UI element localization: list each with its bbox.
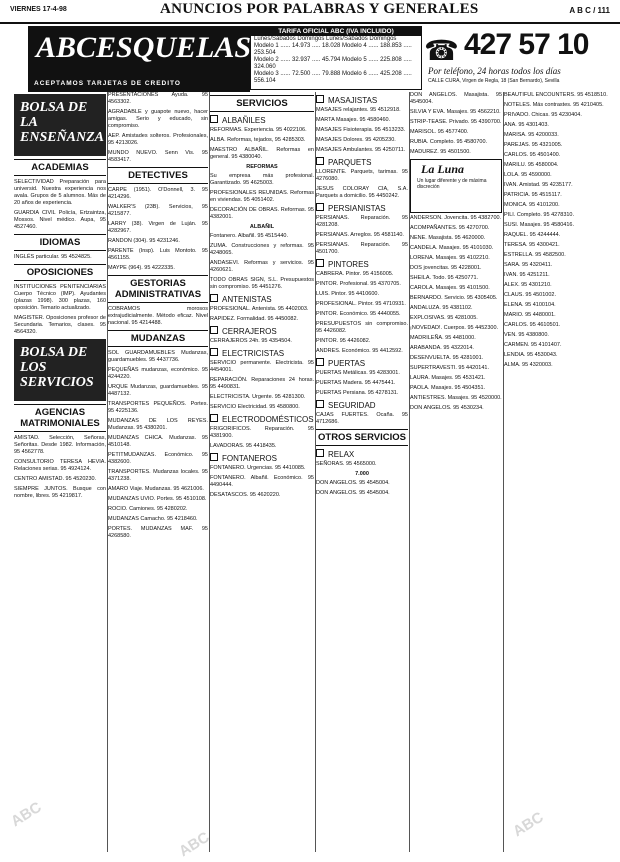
classified-ad: MARILU. 95 4580004. [504,162,559,168]
section-gestorias: GESTORIAS ADMINISTRATIVAS [108,275,208,303]
abc-esquelas-banner [28,26,250,92]
classified-ad: IVAN. Amistad. 95 4235177. [504,182,573,188]
section-oposiciones: OPOSICIONES [14,264,106,281]
classified-ad: TRANSPORTES PEQUEÑOS. Portes. 95 4225136. [108,401,208,414]
classified-ad: SOL GUARDAMUEBLES Mudanzas, guardamuebles. 95 4437736. [108,350,208,363]
header-date: VIERNES 17-4-98 [10,6,67,13]
classified-ad: PERSIANAS. Reparación. 95 4281208. [316,215,408,228]
classified-ad: INGLÉS particular. 95 4524825. [14,254,92,260]
classified-ad: DESENVUELTA. 95 4281001. [410,355,484,361]
classified-ad: DECORACIÓN DE OBRAS. Reformas. 95 4382001. [210,207,314,220]
classified-ad: MADRILEÑA. 95 4481000. [410,335,476,341]
subsection-cerrajeros: CERRAJEROS [210,326,314,336]
brand: ABCESQUELAS [36,31,252,64]
classified-ad: RUBIA. Completo. 95 4580700. [410,139,488,145]
classified-ad: TERESA. 95 4300421. [504,242,560,248]
classified-ad: CARPE (1951). O'Donnell, 3. 95 4214296. [108,187,208,200]
classified-ad: PROFESIONAL. Antenista. 95 4402003. [210,306,309,312]
section-detectives: DETECTIVES [108,167,208,184]
classified-ad: PUERTAS Metálicas. 95 4283001. [316,370,400,376]
classified-ad: AMISTAD. Selección, Señoras, Señoritas. Desde 1982. Información, 95 4562778. [14,435,106,455]
subsection-fontaneros: FONTANEROS [210,453,314,463]
classified-ad: RAQUEL. 95 4244444. [504,232,561,238]
classified-ad: CABRERA. Pintor. 95 4156005. [316,271,394,277]
subsection-electrodomesticos: ELECTRODOMÉSTICOS [210,414,314,424]
classified-ad: ALEX. 95 4301210. [504,282,552,288]
classified-ad: MUDANZAS DE LOS REYES. Mudanzas. 95 4380201. [108,418,208,431]
classified-ad: AGRADABLE y guapote nuevo, hacer amigas. Serio y educado, sin compromiso. [108,109,208,129]
la-luna-name: La Luna [421,162,465,176]
tariff-head: Lunes/Sábados Domingos Lunes/Sábados Domingos [254,36,397,42]
classified-ad: Fontanero. Albañil. 95 4515440. [210,233,288,239]
phone-banner [424,26,610,88]
classified-ad: PUERTAS Madera. 95 4475441. [316,380,396,386]
classified-ad: MASAJES relajantes. 95 4512918. [316,107,401,113]
classified-ad: CONSULTORIO TERESA HEVIA. Relaciones serias. 95 4924124. [14,459,106,472]
address: CALLE CURA, Virgen de Regla, 18 (San Bernardo), Sevilla [428,78,560,84]
classified-ad: ¡NOVEDAD!. Cuerpos. 95 4452300. [410,325,499,331]
classified-ad: SUSI. Masajes. 95 4580416. [504,222,575,228]
classified-ad: PAREJAS. 95 4321005. [504,142,563,148]
section-servicios: SERVICIOS [210,95,314,112]
classified-ad: CANDELA. Masajes. 95 4101030. [410,245,494,251]
classified-ad: LUIS. Pintor. 95 4410600. [316,291,379,297]
classified-ad: DON ANGELOS. 95 4545004. [316,490,390,496]
column-4 [316,92,408,852]
classified-ad: PRIVADO. Chicas. 95 4230404. [504,112,582,118]
classified-ad: LAVADORAS. 95 4418435. [210,443,277,449]
tariff-table [250,26,422,90]
classified-ad: SHEILA. Todo. 95 4250771. [410,275,479,281]
phone-subtitle: Por teléfono, 24 horas todos los días [428,66,561,76]
classified-ad: COBRAMOS morosos extrajudicialmente. Método eficaz. Nivel nacional. 95 4214488. [108,306,208,326]
subsection-electricistas: ELECTRICISTAS [210,348,314,358]
classified-ad: RANDON (304). 95 4231246. [108,238,180,244]
classified-ad: MASAJES Dolores. 95 4205230. [316,137,396,143]
classified-ad: MADUREZ. 95 4501500. [410,149,471,155]
la-luna-ad [410,159,502,213]
classified-ad: MARTA Masajes. 95 4580460. [316,117,391,123]
subsection-persianistas: PERSIANISTAS [316,203,408,213]
classified-ad: MUDANZAS CHICA. Mudanzas. 95 4510148. [108,435,208,448]
classified-ad: PILI. Completo. 95 4278310. [504,212,575,218]
sub-heading: ALBAÑIL [249,224,275,230]
classified-ad: ANDERSON. Jovencita. 95 4382700. [410,215,502,221]
classified-ad: REFORMAS. Experiencia. 95 4022106. [210,127,307,133]
classified-ad: STRIP-TEASE. Privado. 95 4390700. [410,119,502,125]
classified-ad: Su empresa más profesional. Garantizado. 95 4625003. [210,173,314,186]
classified-ad: SUPERTRAVESTI. 95 4420141. [410,365,489,371]
classified-ad: 7.000 [355,471,369,477]
classified-ad: VEN. 95 4380800. [504,332,549,338]
classified-ad: PRESUPUESTOS sin compromiso. 95 4426082. [316,321,408,334]
header-title: ANUNCIOS POR PALABRAS Y GENERALES [160,1,479,17]
classified-ad: MAESTRO ALBAÑIL. Reformas en general. 95 4380040. [210,147,314,160]
classified-ad: IVAN. 95 4251211. [504,272,550,278]
classified-ad: ESTRELLA. 95 4582500. [504,252,566,258]
classified-ad: CAJAS FUERTES. Ocaña. 95 4712686. [316,412,408,425]
sub-heading: REFORMAS [246,164,278,170]
classified-ad: JESUS COLORAY CIA, S.A. Parquets a domicilio. 95 4450242. [316,186,408,199]
column-3 [210,92,314,852]
classified-ad: PATRICIA. 95 4515117. [504,192,562,198]
subsection-albaniles: ALBAÑILES [210,115,314,125]
classified-ad: FONTANERO. Urgencias. 95 4410085. [210,465,306,471]
classified-ad: MUDANZAS Camacho. 95 4218460. [108,516,198,522]
classified-ad: PERSIANAS. Arreglos. 95 4581140. [316,232,404,238]
watermark: ABC [509,808,547,841]
classified-ad: PINTOR. Profesional. 95 4370705. [316,281,401,287]
classified-ad: DON ANGELOS. 95 4545004. [316,480,390,486]
classified-ad: ANDASEVI. Reformas y servicios. 95 4260621. [210,260,314,273]
section-idiomas: IDIOMAS [14,234,106,251]
classified-ad: PUERTAS Persiana. 95 4278131. [316,390,399,396]
subsection-relax: RELAX [316,449,408,459]
classified-ad: LARRY (38). Virgen de Luján. 95 4282967. [108,221,208,234]
classified-ad: MARISA. 95 4200033. [504,132,559,138]
classified-ad: ELENA. 95 4100104. [504,302,556,308]
classified-ad: CARLOS. 95 4501400. [504,152,561,158]
classified-ad: PORTES. MUDANZAS MAF. 95 4268580. [108,526,208,539]
tariff-row: Modelo 3 ...... 72.500 ..... 79.888 Modelo 6 ...... 425.208 ..... 556.104 [254,71,412,84]
subsection-seguridad: SEGURIDAD [316,400,408,410]
column-1 [14,92,106,852]
classified-ad: TRANSPORTES. Mudanzas locales. 95 4371238. [108,469,208,482]
section-academias: ACADEMIAS [14,159,106,176]
classified-ad: ZUMA. Construcciones y reformas. 95 4248065. [210,243,314,256]
classified-ad: DON ANGELOS. Masajista. 95 4545004. [410,92,502,105]
classified-ad: AMARO Viaje. Mudanzas. 95 4621006. [108,486,204,492]
classified-ad: CERRAJEROS 24h. 95 4354504. [210,338,292,344]
classified-ad: INSTITUCIONES PENITENCIARIAS Cuerpo Técnico (IMP). Ayudantes (plazas 1998). 300 plazas, 160 oposición. Temario actualizado. [14,284,106,311]
column-6 [504,92,608,852]
watermark: ABC [7,798,45,831]
classified-ad: CENTRO AMISTAD. 95 4520230. [14,476,97,482]
classified-ad: ROCIO. Camiones. 95 4280202. [108,506,188,512]
classified-ad: PINTOR. Económico. 95 4440055. [316,311,401,317]
classified-ad: PARENTE (Insp). Luis Montoto. 95 4561155. [108,248,208,261]
classified-ad: SELECTIVIDAD Preparación para universid. Nuestra experiencia nos avala. Grupos de 5 alumnos. Más de 20 años de experiencia. [14,179,106,206]
la-luna-text: Un lugar diferente y de máxima discreción [417,178,487,190]
subsection-puertas: PUERTAS [316,358,408,368]
section-agencias: AGENCIAS MATRIMONIALES [14,404,106,432]
classified-ad: ACOMPAÑANTES. 95 4270700. [410,225,490,231]
classified-ad: PAOLA. Masajes. 95 4504351. [410,385,486,391]
classified-ad: MUNDO NUEVO. Senn Vis. 95 4583417. [108,150,208,163]
classified-ad: RAPIDEZ. Formalidad. 95 4450082. [210,316,299,322]
classified-ad: URQUE Mudanzas, guardamuebles. 95 4487132. [108,384,208,397]
classified-ad: TODO OBRAS SIGN, S.L. Presupuestos sin compromiso. 95 4451276. [210,277,314,290]
classified-ad: CARMEN. 95 4101407. [504,342,562,348]
classified-ad: LENDIA. 95 4530043. [504,352,558,358]
classified-ad: AEP. Amistades solteros. Profesionales, 95 4213026. [108,133,208,146]
classified-ad: BEAUTIFUL ENCOUNTERS. 95 4518510. [504,92,608,98]
header-page: A B C / 111 [569,6,610,15]
classified-ad: PERSIANAS. Reparación. 95 4501700. [316,242,408,255]
classified-ad: MAGISTER. Oposiciones profesor de Secundaria. Temarios, clases. 95 4564320. [14,315,106,335]
classified-ad: ANDRES. Económico. 95 4412592. [316,348,403,354]
classified-ad: MASAJES Ambulantes. 95 4250711. [316,147,406,153]
classified-ad: BERNARDO. Servicio. 95 4305405. [410,295,498,301]
section-mudanzas: MUDANZAS [108,330,208,347]
classified-ad: PINTOR. 95 4426082. [316,338,371,344]
tagline: ACEPTAMOS TARJETAS DE CREDITO [34,80,181,87]
classified-ad: SERVICIO permanente. Electricista. 95 4454001. [210,360,314,373]
phone-icon: ☎ [424,34,459,67]
section-otros-servicios: OTROS SERVICIOS [316,429,408,446]
classified-ad: NENE. Masajista. 95 4620000. [410,235,486,241]
classified-ad: PEQUEÑAS mudanzas, económico. 95 4244220. [108,367,208,380]
classified-ad: ALBA. Reformas, tejados, 95 4285303. [210,137,306,143]
classified-ad: MONICA. 95 4101200. [504,202,560,208]
classified-ad: PRESENTACIONES Ayuda. 95 4563302. [108,92,208,105]
classified-ad: PROFESIONAL. Pintor. 95 4710931. [316,301,406,307]
tariff-row: Modelo 1 ...... 14.973 ..... 18.028 Modelo 4 ...... 188.853 ..... 253.504 [254,43,412,56]
classified-ad: WALKER'S (23B). Servicios, 95 4215877. [108,204,208,217]
classified-ad: ELECTRICISTA. Urgente. 95 4281300. [210,394,306,400]
page-header [0,0,620,24]
classified-ad: CAROLA. Masajes. 95 4101500. [410,285,490,291]
classified-ad: MARISOL. 95 4577400. [410,129,469,135]
classified-ad: SIEMPRE JUNTOS. Busque con nombre, libres. 95 4219817. [14,486,106,499]
classified-ad: CARLOS. 95 4610501. [504,322,561,328]
classified-ad: SEÑORAS. 95 4565000. [316,461,377,467]
subsection-parquets: PARQUETS [316,157,408,167]
classified-ad: MASAJES Fisioterapia. 95 4513233. [316,127,406,133]
classified-ad: DESATASCOS. 95 4620220. [210,492,281,498]
bolsa-ensenanza-box: BOLSA DE LA ENSEÑANZA [14,94,106,156]
classified-ad: ANDALUZA. 95 4381102. [410,305,473,311]
subsection-antenistas: ANTENISTAS [210,294,314,304]
classified-ad: ANA. 95 4301403. [504,122,549,128]
subsection-masajistas: MASAJISTAS [316,95,408,105]
classified-ad: SILVIA Y EVA. Masajes. 95 4562210. [410,109,501,115]
phone-number: 427 57 10 [464,28,589,61]
tariff-row: Modelo 2 ...... 32.937 ..... 45.794 Modelo 5 ...... 225.808 ..... 324.060 [254,57,412,70]
classified-ad: CLAUS. 95 4501002. [504,292,556,298]
subsection-pintores: PINTORES [316,259,408,269]
classified-ad: DOS jovencitas. 95 4228001. [410,265,482,271]
column-5 [410,92,502,852]
classified-ad: REPARACIÓN. Reparaciones 24 horas. 95 4490831. [210,377,314,390]
classified-ad: GUARDIA CIVIL Policía, Ertzaintza, Mossos. Nivel médico. Aupa, 95 4527460. [14,210,106,230]
classified-ad: MARIO. 95 4480001. [504,312,556,318]
classified-ad: FONTANERO. Albañil. Económico. 95 4490444. [210,475,314,488]
column-2 [108,92,208,852]
classified-ad: LAURA. Masajes. 95 4531421. [410,375,486,381]
classified-ad: EXPLOSIVAS. 95 4281005. [410,315,478,321]
classified-ad: MAYPE (964). 95 4222335. [108,265,175,271]
classified-ad: FRIGORIFICOS. Reparación. 95 4381900. [210,426,314,439]
classified-ad: LORENA. Masajes. 95 4102210. [410,255,490,261]
classified-ad: ARABANDA. 95 4322014. [410,345,474,351]
bolsa-servicios-box: BOLSA DE LOS SERVICIOS [14,339,106,401]
classified-ad: PETITMUDANZAS. Económico. 95 4382600. [108,452,208,465]
classified-ad: LOLA. 95 4590000. [504,172,552,178]
classified-ad: SARA. 95 4320411. [504,262,553,268]
classified-ad: PROFESIONALES REUNIDAS. Reformas en viviendas. 95 4051402. [210,190,314,203]
tariff-title: TARIFA OFICIAL ABC (IVA INCLUIDO) [251,27,421,36]
classified-ad: NOTELES. Más contrastes. 95 4210405. [504,102,604,108]
classified-ad: ALMA. 95 4320003. [504,362,553,368]
classified-ad: SERVICIO Electricidad. 95 4580800. [210,404,300,410]
watermark: ABC [175,828,213,861]
classified-ad: LLORENTE. Parquets, tarimas. 95 4276080. [316,169,408,182]
classified-ad: ANTIESTRES. Masajes. 95 4520000. [410,395,502,401]
classified-ad: MUDANZAS UVIO. Portes. 95 4510108. [108,496,207,502]
classified-ad: DON ANGELOS. 95 4530234. [410,405,484,411]
